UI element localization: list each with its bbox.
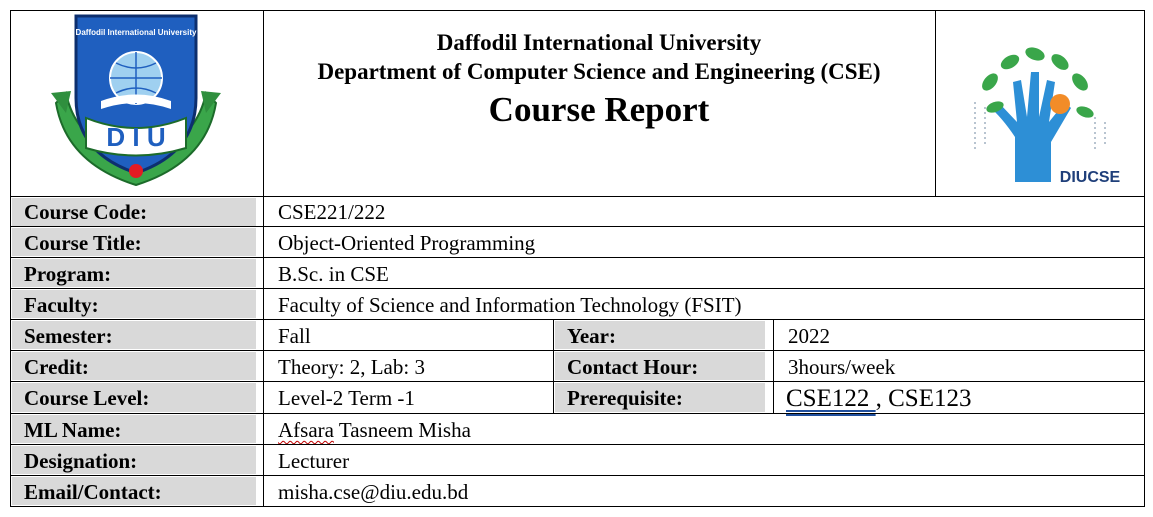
- year-label: Year:: [555, 321, 765, 349]
- prerequisite-course-2: , CSE123: [875, 385, 972, 412]
- course-title-label: Course Title:: [12, 228, 256, 256]
- diu-logo: [46, 13, 226, 193]
- sun-icon: [1050, 94, 1070, 114]
- faculty-value: Faculty of Science and Information Technology (FSIT): [278, 293, 742, 317]
- diucse-logo-text: DIUCSE: [1059, 169, 1120, 186]
- course-code-value: CSE221/222: [278, 200, 386, 224]
- diucse-logo: [955, 42, 1120, 187]
- semester-value: Fall: [278, 324, 311, 348]
- ml-name-first: Afsara: [278, 418, 334, 442]
- hand-icon: [995, 72, 1071, 182]
- credit-label: Credit:: [12, 352, 256, 380]
- logo-red-dot: [129, 164, 143, 178]
- contact-hour-label: Contact Hour:: [555, 352, 765, 380]
- course-code-label: Course Code:: [12, 198, 256, 226]
- prerequisite-course-1: CSE122: [786, 385, 876, 412]
- email-value: misha.cse@diu.edu.bd: [278, 480, 469, 504]
- department-name: Department of Computer Science and Engineering (CSE): [317, 59, 881, 84]
- semester-label: Semester:: [12, 321, 256, 349]
- program-value: B.Sc. in CSE: [278, 262, 389, 286]
- course-level-label: Course Level:: [12, 383, 256, 412]
- prerequisite-value: [774, 383, 971, 412]
- report-title: Course Report: [488, 90, 710, 129]
- designation-value: Lecturer: [278, 449, 350, 473]
- faculty-label: Faculty:: [12, 290, 256, 318]
- header-titles: [263, 10, 935, 196]
- ml-name-label: ML Name:: [12, 415, 256, 443]
- program-label: Program:: [12, 259, 256, 287]
- leaf-icon: [998, 52, 1021, 72]
- ml-name-value: [264, 415, 471, 443]
- logo-university-text: Daffodil International University: [75, 28, 197, 37]
- course-level-value: Level-2 Term -1: [278, 386, 415, 410]
- course-report-table: [10, 10, 1145, 507]
- year-value: 2022: [788, 324, 830, 348]
- email-label: Email/Contact:: [12, 477, 256, 505]
- contact-hour-value: 3hours/week: [788, 355, 896, 379]
- logo-letters: D I U: [106, 122, 166, 152]
- designation-label: Designation:: [12, 446, 256, 474]
- prerequisite-label: Prerequisite:: [555, 383, 765, 412]
- credit-value: Theory: 2, Lab: 3: [278, 355, 425, 379]
- course-title-value: Object-Oriented Programming: [278, 231, 536, 255]
- university-name: Daffodil International University: [436, 30, 762, 55]
- ml-name-rest: Tasneem Misha: [333, 418, 471, 442]
